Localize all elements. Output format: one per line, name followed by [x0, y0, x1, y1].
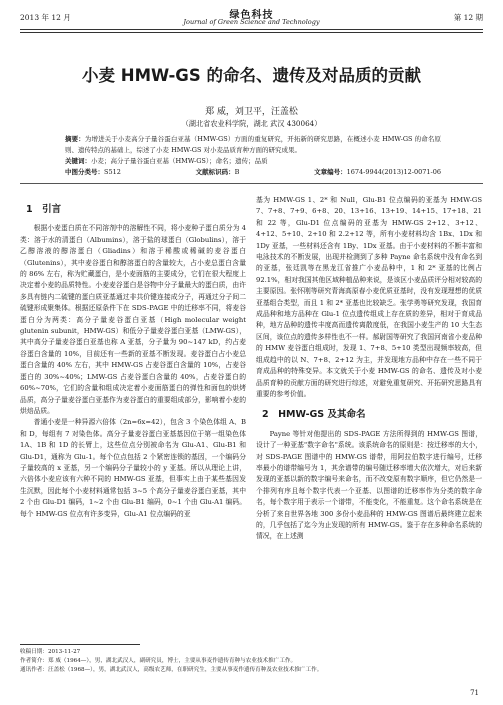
- abstract: [65, 134, 441, 156]
- page-number: 71: [470, 689, 479, 697]
- clc-value: S512: [104, 168, 121, 176]
- body-paragraph: 普通小麦是一种异源六倍体（2n=6x=42），包含 3 个染色体组 A、B 和 D，每组有 7 对染色体。高分子量麦谷蛋白亚基基因位于第一组染色体 1A、1B 和 1D 的长臂上，这些位点分别被命名为 Glu-A1、Glu-B1 和 Glu-D1，通称为 Glu-1。每个位点包括 2 个紧密连锁的基因，一个编码分子量较高的 x 亚基，另一个编码分子量较小的 y 亚基。所以从理论上讲，六倍体小麦应该有六种不同的 HMW-GS 亚基，但事实上由于某些基因发生沉默，因此每个小麦材料通常包括 3~5 个高分子量麦谷蛋白亚基，其中 2 个由 Glu-D1 编码，1~2 个由 Glu-B1 编码，0~1 个由 Glu-A1 编码。每个 HMW-GS 位点有许多变异，Glu-A1 位点编码的亚: [20, 418, 246, 518]
- footnote-divider: [20, 644, 140, 645]
- document-code: [196, 167, 240, 178]
- clc-number: [65, 167, 121, 178]
- article-number: [314, 167, 441, 178]
- keywords-text: 小麦；高分子量谷蛋白亚基（HMW-GS）；命名；遗传；品质: [91, 157, 268, 165]
- section-heading-introduction: 1 引言: [26, 204, 62, 215]
- document-code-label: 文献标识码：: [195, 168, 235, 176]
- header-divider: [20, 29, 483, 33]
- body-paragraph: 基为 HMW-GS 1、2* 和 Null，Glu-B1 位点编码的亚基为 HMW-GS 7、7+8、7+9、6+8、20、13+16、13+19、14+15、17+18、21 和 22 等，Glu-D1 位点编码的亚基为 HMW-GS 2+12、3+12、4+12、5+10、2+10 和 2.2+12 等，所有小麦材料均含 1Bx、1Dx 和 1Dy 亚基，一些材料还含有 1By、1Dx 亚基。由于小麦材料的不断丰富和电泳技术的不断发展，出现并检测到了多种 Payne 命名系统中没有命名到的亚基，张廷凯等在黑龙江省推广小麦品种中，1 和 2* 亚基的比例占 92.1%，相对我国其他区域种植品种来说，是该区小麦品质评分相对较高的主要原因。张怀刚等研究青海高原春小麦优质亚基时，没有发现理想的优质亚基组合类型，而且 1 和 2* 亚基也比较缺乏。张学勇等研究发现，我国育成品种和地方品种在 Glu-1 位点遗传组成上存在质的差异，相对于育成品种，地方品种的遗传丰度高而遗传离散度低，在我国小麦生产的 10 大生态区间，该位点的遗传多样性也不一样。郝尉国等研究了我国河南省小麦品种的 HMW 麦谷蛋白组成时，发现 1、7+8、5+10 类型出现频率较高，但组成趋中的以 N、7+8、2+12 为主，并发现地方品种中存在一些不同于育成品种的特殊变异。本文就关于小麦 HMW-GS 的命名、遗传及对小麦品质育种的贡献方面的研究进行综述，对避免重复研究、开拓研究思路具有重要的参考价值。: [256, 196, 482, 398]
- abstract-divider: [20, 183, 483, 184]
- article-authors: 郑 威，刘卫平，汪盖松: [205, 107, 298, 117]
- article-number-value: 1674-9944(2013)12-0071-06: [346, 168, 441, 176]
- classification-row: [65, 167, 441, 178]
- header-issue: 第 12 期: [453, 13, 483, 22]
- header-date: 2013 年 12 月: [20, 13, 71, 22]
- right-column: [256, 195, 482, 543]
- left-column: [20, 195, 246, 520]
- page-header: [0, 0, 503, 34]
- body-paragraph: 根据小麦蛋白质在不同溶剂中的溶解性不同，将小麦种子蛋白质分为 4 类：溶于水的清蛋白（Albumins），溶于盐的球蛋白（Globulins），溶于乙醇溶液的醇溶蛋白（Gliadins）和溶于稀酸或稀碱的麦谷蛋白（Glutenins），其中麦谷蛋白和醇溶蛋白的含量较大，占小麦总蛋白含量的 86% 左右，称为贮藏蛋白，是小麦面筋的主要成分，它们在很大程度上决定着小麦的品质特性。小麦麦谷蛋白是谷物中分子量最大的蛋白质，由许多具有链内二硫键的蛋白质亚基通过非共价键连接成分子，再通过分子间二硫键形成聚集体。根据还原条件下在 SDS-PAGE 中的迁移率不同，将麦谷蛋白分为两类：高分子量麦谷蛋白亚基（High molecular weight glutenin subunit，HMW-GS）和低分子量麦谷蛋白亚基（LMW-GS），其中高分子量麦谷蛋白亚基也称 A 亚基，分子量为 90~147 kD，约占麦谷蛋白含量的 10%，目前还有一些新的亚基不断发现。麦谷蛋白占小麦总蛋白含量的 40% 左右，其中 HMW-GS 占麦谷蛋白含量的 10%，占麦谷蛋白的 30%~40%；LMW-GS 占麦谷蛋白含量的 40%，占麦谷蛋白的 60%~70%，它们的含量和组成决定着小麦面筋蛋白的弹性和面包的烘烤品质，高分子量麦谷蛋白亚基作为麦谷蛋白的重要组成部分，影响着小麦的烘焙品质。: [20, 224, 246, 415]
- abstract-block: [65, 134, 441, 178]
- document-code-value: B: [234, 168, 240, 176]
- header-journal-english-name: Journal of Green Science and Technology: [183, 18, 320, 26]
- author-affiliation: （湖北省农业科学院，湖北 武汉 430064）: [181, 119, 322, 128]
- keywords: [65, 156, 441, 167]
- keywords-label: 关键词：: [65, 157, 91, 165]
- footnote-received-date: 收稿日期：2013-11-27: [20, 649, 81, 655]
- footnote-corresponding-author: 通讯作者：汪盖松（1968—），男，湖北武汉人，高级农艺师，在职研究生，主要从事麦作遗传育种及农业技术推广工作。: [20, 667, 323, 673]
- article-number-label: 文章编号：: [314, 168, 347, 176]
- section-heading-nomenclature: 2 HMW-GS 及其命名: [262, 409, 366, 421]
- abstract-text: 为增进关于小麦高分子量谷蛋白亚基（HMW-GS）方面的重复研究，开拓新的研究思路，在概述小麦 HMW-GS 的命名原则、遗传特点的基础上，综述了小麦 HMW-GS 对小麦品质育种方面的研究成果。: [65, 135, 441, 154]
- article-title: 小麦 HMW-GS 的命名、遗传及对品质的贡献: [82, 66, 421, 85]
- clc-label: 中图分类号：: [65, 168, 104, 176]
- footnotes: [20, 648, 483, 675]
- header-journal-name: 绿色科技: [229, 10, 274, 21]
- footnote-author-bio: 作者简介：郑 威（1964—），男，湖北武汉人，副研究员，博士，主要从事麦作遗传育种与农业技术推广工作。: [20, 658, 297, 664]
- body-paragraph: Payne 等针对他提出的 SDS-PAGE 方法所得到的 HMW-GS 图谱，设计了一种亚基"数字命名"系统。该系统命名的原则是：按迁移率的大小，对 SDS-PAGE 图谱中的 HMW-GS 谱带，用阿拉伯数字进行编号，迁移率最小的谱带编号为 1，其余谱带的编号随迁移率增大依次增大，对后来新发现的亚基以新的数字编号来命名，而不改变原有数字顺序，但它仍然是一个排列有序且每个数字代表一个亚基、以图谱的迁移率作为分类的数字命名，每个数字用于表示一个谱带，不能变化，不能重复。这个命名系统是在分析了来自世界各地 300 多份小麦品种的 HMW-GS 图谱后最终建立起来的，几乎包括了迄今为止发现的所有 HMW-GS。鉴于存在多种命名系统的情况，在上述测: [256, 429, 482, 541]
- abstract-label: 摘要：: [65, 135, 85, 143]
